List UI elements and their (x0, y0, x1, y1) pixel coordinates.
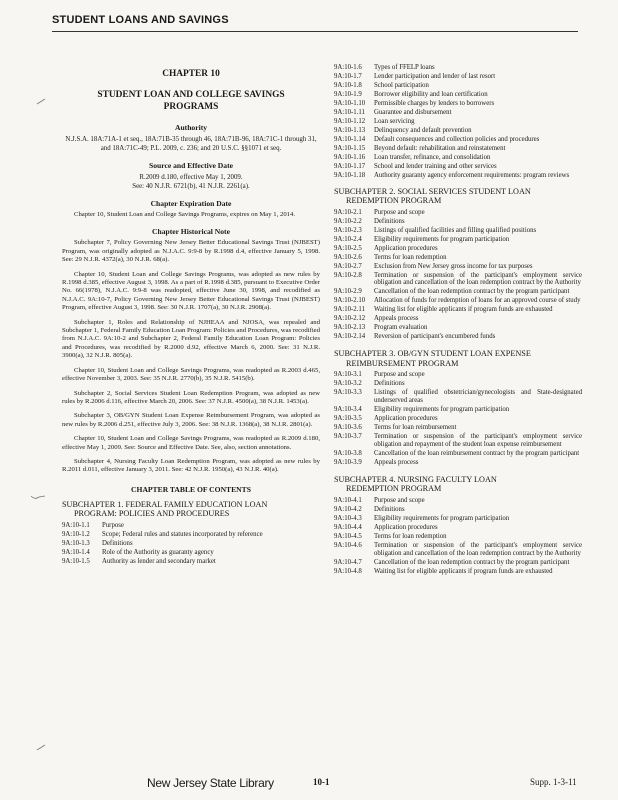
section-title: Definitions (374, 217, 405, 225)
section-number: 9A:10-1.6 (334, 64, 362, 71)
toc-entry (334, 433, 582, 449)
section-title: Authority as lender and secondary market (102, 557, 216, 565)
supplement-date: Supp. 1-3-11 (530, 777, 577, 787)
toc-entry (334, 163, 582, 171)
section-title: Eligibility requirements for program participation (374, 514, 510, 522)
section-number: 9A:10-1.9 (334, 90, 362, 98)
section-title: Definitions (374, 380, 405, 388)
chapter-title (62, 89, 320, 113)
section-number: 9A:10-1.10 (334, 99, 366, 107)
chapter-number: CHAPTER 10 (162, 69, 220, 79)
toc-entry (334, 209, 582, 217)
section-title: Termination or suspension of the participant's employment service obligation and cancellation of the loan redemption contract by the Authority (374, 271, 582, 287)
section-title: Scope; Federal rules and statutes incorporated by reference (102, 530, 263, 538)
section-title: Cancellation of the loan reimbursement contract by the program participant (374, 449, 580, 457)
section-number: 9A:10-2.12 (334, 315, 366, 323)
section-title: Application procedures (374, 244, 438, 252)
section-title: School participation (374, 81, 429, 89)
toc-entry (334, 218, 582, 226)
toc-entry (334, 324, 582, 332)
toc-entry (334, 333, 582, 341)
section-number: 9A:10-2.1 (334, 208, 362, 216)
subchapter-4-line2: REDEMPTION PROGRAM (346, 484, 442, 494)
toc-entry (334, 406, 582, 414)
subchapter-1-line2: PROGRAM: POLICIES AND PROCEDURES (74, 509, 230, 519)
section-number: 9A:10-2.3 (334, 226, 362, 234)
section-title: Terms for loan redemption (374, 532, 447, 540)
toc-entry (334, 533, 582, 541)
history-paragraph: Chapter 10, Student Loan and College Savings Programs, was adopted as new rules by R.1998 d.385, effective August 3, 1998. As a part of R.1998 d.385, pursuant to Executive Order No. 66(1978), N.J.A.C. 9:9-8 was readopted, effective June 30, 1998, and recodified as N.J.A.C. 9A:10-7, Policy Governing New Jersey Better Educational Savings Trust (NJBEST) Program, effective August 3, 1998. See: 30 N.J.R. 1707(a), 30 N.J.R. 2908(a). (62, 270, 320, 312)
source-line1: R.2009 d.180, effective May 1, 2009. (139, 174, 243, 181)
section-title: Cancellation of the loan redemption contract by the program participant (374, 288, 570, 296)
section-title: Purpose and scope (374, 208, 425, 216)
section-number: 9A:10-4.7 (334, 558, 362, 566)
section-title: Role of the Authority as guaranty agency (102, 548, 214, 556)
toc-entry (62, 522, 320, 530)
section-number: 9A:10-1.15 (334, 144, 366, 152)
section-title: Exclusion from New Jersey gross income for tax purposes (374, 262, 533, 270)
toc-entry (334, 118, 582, 126)
toc-entry (334, 263, 582, 271)
section-title: Waiting list for eligible applicants if program funds are exhausted (374, 306, 553, 314)
toc-entry (334, 227, 582, 235)
section-title: Purpose and scope (374, 496, 425, 504)
section-number: 9A:10-2.8 (334, 271, 362, 279)
toc-entry (334, 515, 582, 523)
section-number: 9A:10-1.4 (62, 548, 90, 556)
toc-entry (334, 415, 582, 423)
toc-entry (62, 540, 320, 548)
section-title: Eligibility requirements for program participation (374, 235, 510, 243)
subchapter-4-list (334, 497, 582, 575)
toc-entry (334, 315, 582, 323)
section-title: Definitions (102, 539, 133, 547)
section-number: 9A:10-4.4 (334, 523, 362, 531)
section-number: 9A:10-3.8 (334, 449, 362, 457)
toc-entry (334, 506, 582, 514)
section-number: 9A:10-3.1 (334, 371, 362, 379)
header-rule (52, 31, 578, 32)
section-number: 9A:10-3.2 (334, 380, 362, 388)
section-number: 9A:10-1.5 (62, 557, 90, 565)
section-number: 9A:10-2.5 (334, 244, 362, 252)
margin-mark-icon (36, 744, 46, 751)
section-number: 9A:10-4.1 (334, 496, 362, 504)
section-number: 9A:10-1.12 (334, 117, 366, 125)
section-title: Terms for loan redemption (374, 253, 447, 261)
toc-entry (334, 371, 582, 379)
toc-entry (334, 154, 582, 162)
subchapter-3-heading (334, 349, 582, 368)
section-number: 9A:10-4.8 (334, 567, 362, 575)
section-number: 9A:10-2.11 (334, 306, 365, 314)
chapter-title-line1: STUDENT LOAN AND COLLEGE SAVINGS (97, 90, 285, 100)
toc-entry (334, 272, 582, 288)
subchapter-3-line1: SUBCHAPTER 3. OB/GYN STUDENT LOAN EXPENSE (334, 349, 531, 359)
right-column (334, 64, 582, 577)
section-title: Beyond default: rehabilitation and reinstatement (374, 144, 506, 152)
history-paragraph: Subchapter 1, Roles and Relationship of NJHEAA and NJOSA, was repealed and Subchapter 1, Federal Family Education Loan Program: Policies and Procedures, was recodified from N.J.A.C. 9A:10-2 and Subchapter 2, Federal Family Education Loan Program: Policies and Procedures, was recodified by R.2000 d.92, effective March 6, 2000. See: 31 N.J.R. 3900(a), 32 N.J.R. 805(a). (62, 318, 320, 360)
subchapter-1-line1: SUBCHAPTER 1. FEDERAL FAMILY EDUCATION LOAN (62, 499, 268, 509)
section-title: Termination or suspension of the participant's employment service obligation and cancellation of the loan redemption contract by the Authority (374, 541, 582, 557)
toc-entry (334, 424, 582, 432)
section-title: School and lender training and other services (374, 162, 497, 170)
toc-entry (334, 306, 582, 314)
section-number: 9A:10-4.2 (334, 505, 362, 513)
left-column (62, 64, 320, 567)
section-number: 9A:10-4.3 (334, 514, 362, 522)
section-title: Eligibility requirements for program participation (374, 406, 510, 414)
section-title: Definitions (374, 505, 405, 513)
toc-entry (334, 236, 582, 244)
section-number: 9A:10-2.13 (334, 324, 366, 332)
toc-entry (334, 542, 582, 558)
history-paragraph: Chapter 10, Student Loan and College Savings Programs, was readopted as R.2009 d.180, effective May 1, 2009. See: Source and Effective Date. See, also, section annotations. (62, 435, 320, 451)
subchapter-1-list (62, 522, 320, 566)
source-text (62, 173, 320, 191)
authority-heading: Authority (174, 123, 208, 132)
toc-entry (334, 91, 582, 99)
library-stamp: New Jersey State Library (147, 776, 274, 790)
toc-entry (334, 100, 582, 108)
toc-entry (334, 288, 582, 296)
toc-entry (334, 136, 582, 144)
section-title: Listings of qualified facilities and filling qualified positions (374, 226, 537, 234)
subchapter-2-list (334, 209, 582, 341)
section-title: Authority guaranty agency enforcement requirements: program reviews (374, 171, 570, 179)
section-title: Cancellation of the loan redemption contract by the program participant (374, 558, 570, 566)
subchapter-1-heading (62, 500, 320, 519)
section-number: 9A:10-4.6 (334, 541, 362, 549)
toc-entry (334, 82, 582, 90)
section-title: Listings of qualified obstetrician/gynecologists and State-designated underserved areas (374, 389, 582, 405)
history-paragraph: Subchapter 2, Social Services Student Loan Redemption Program, was adopted as new rules by R.2006 d.116, effective March 20, 2006. See: 37 N.J.R. 4500(a), 38 N.J.R. 1453(a). (62, 389, 320, 405)
section-number: 9A:10-3.9 (334, 458, 362, 466)
toc-entry (334, 389, 582, 405)
toc-entry (334, 254, 582, 262)
section-title: Appeals process (374, 458, 419, 466)
toc-heading: CHAPTER TABLE OF CONTENTS (131, 484, 251, 494)
chapter-title-line2: PROGRAMS (163, 102, 219, 112)
section-number: 9A:10-4.5 (334, 532, 362, 540)
section-number: 9A:10-3.6 (334, 424, 362, 432)
toc-entry (62, 558, 320, 566)
section-title: Application procedures (374, 523, 438, 531)
section-title: Purpose (102, 521, 124, 529)
subchapter-4-heading (334, 475, 582, 494)
expiration-text: Chapter 10, Student Loan and College Savings Programs, expires on May 1, 2014. (74, 211, 296, 218)
running-head: STUDENT LOANS AND SAVINGS (52, 14, 229, 26)
section-title: Guarantee and disbursement (374, 108, 452, 116)
toc-entry (62, 531, 320, 539)
expiration-heading: Chapter Expiration Date (150, 199, 232, 208)
section-title: Purpose and scope (374, 371, 425, 379)
toc-entry (334, 297, 582, 305)
section-number: 9A:10-3.3 (334, 389, 362, 397)
section-title: Permissible charges by lenders to borrowers (374, 99, 495, 107)
section-title: Delinquency and default prevention (374, 126, 472, 134)
section-number: 9A:10-2.10 (334, 297, 366, 305)
section-number: 9A:10-1.16 (334, 153, 366, 161)
toc-entry (334, 145, 582, 153)
history-heading: Chapter Historical Note (152, 227, 230, 237)
subchapter-2-line2: REDEMPTION PROGRAM (346, 196, 442, 206)
section-title: Borrower eligibility and loan certification (374, 90, 488, 98)
toc-entry (334, 109, 582, 117)
subchapter-4-line1: SUBCHAPTER 4. NURSING FACULTY LOAN (334, 474, 497, 484)
subchapter-2-line1: SUBCHAPTER 2. SOCIAL SERVICES STUDENT LOAN (334, 186, 531, 196)
section-title: Waiting list for eligible applicants if program funds are exhausted (374, 567, 553, 575)
history-paragraph: Subchapter 4, Nursing Faculty Loan Redemption Program, was adopted as new rules by R.2011 d.011, effective January 3, 2011. See: 42 N.J.R. 1950(a), 43 N.J.R. 40(a). (62, 457, 320, 474)
toc-entry (334, 127, 582, 135)
section-number: 9A:10-1.18 (334, 171, 366, 179)
section-number: 9A:10-1.7 (334, 72, 362, 80)
section-number: 9A:10-1.1 (62, 521, 90, 529)
authority-text: N.J.S.A. 18A:71A-1 et seq., 18A:71B-35 through 46, 18A:71B-96, 18A:71C-1 through 31, and 18A:71C-49; P.L. 2009, c. 236; and 20 U.S.C. §§1071 et seq. (65, 136, 317, 152)
section-number: 9A:10-3.7 (334, 433, 362, 441)
section-number: 9A:10-1.11 (334, 108, 365, 116)
section-title: Allocation of funds for redemption of loans for an approved course of study (374, 297, 581, 305)
section-number: 9A:10-2.14 (334, 333, 366, 341)
toc-entry (334, 380, 582, 388)
section-number: 9A:10-1.14 (334, 135, 366, 143)
subchapter-2-heading (334, 187, 582, 206)
toc-entry (334, 459, 582, 467)
section-number: 9A:10-1.8 (334, 81, 362, 89)
toc-entry (334, 568, 582, 576)
section-title: Application procedures (374, 415, 438, 423)
toc-entry (334, 64, 582, 72)
toc-entry (334, 559, 582, 567)
section-number: 9A:10-1.3 (62, 539, 90, 547)
subchapter-1-continued-list (334, 64, 582, 180)
subchapter-3-list (334, 371, 582, 466)
section-title: Termination or suspension of the participant's employment service obligation and repayment of the student loan expense reimbursement (374, 433, 582, 448)
margin-mark-icon (36, 98, 46, 105)
section-title: Appeals process (374, 315, 419, 323)
toc-entry (334, 524, 582, 532)
section-number: 9A:10-3.4 (334, 406, 362, 414)
page-number: 10-1 (313, 777, 330, 787)
section-number: 9A:10-2.9 (334, 288, 362, 296)
toc-entry (334, 497, 582, 505)
toc-entry (62, 549, 320, 557)
section-title: Terms for loan reimbursement (374, 424, 457, 432)
history-paragraph: Subchapter 7, Policy Governing New Jersey Better Educational Savings Trust (NJBEST) Program, was originally adopted as N.J.A.C. 9:9-8 by R.1998 d.4, effective January 5, 1998. See: 29 N.J.R. 4372(a), 30 N.J.R. 68(a). (62, 239, 320, 264)
section-number: 9A:10-1.2 (62, 530, 90, 538)
history-paragraph: Chapter 10, Student Loan and College Savings Programs, was readopted as R.2003 d.465, effective November 3, 2003. See: 35 N.J.R. 2770(b), 35 N.J.R. 5415(b). (62, 366, 320, 383)
section-number: 9A:10-1.13 (334, 126, 366, 134)
section-number: 9A:10-2.2 (334, 217, 362, 225)
section-number: 9A:10-2.6 (334, 253, 362, 261)
toc-entry (334, 245, 582, 253)
source-heading: Source and Effective Date (148, 161, 233, 170)
toc-entry (334, 172, 582, 180)
source-line2: See: 40 N.J.R. 6721(b), 41 N.J.R. 2261(a). (132, 183, 250, 190)
toc-entry (334, 73, 582, 81)
toc-entry (334, 450, 582, 458)
history-paragraph: Subchapter 3, OB/GYN Student Loan Expense Reimbursement Program, was adopted as new rules by R.2006 d.251, effective July 3, 2006. See: 38 N.J.R. 1368(a), 38 N.J.R. 2801(a). (62, 412, 320, 428)
section-number: 9A:10-2.4 (334, 235, 362, 243)
section-number: 9A:10-1.17 (334, 162, 366, 170)
section-title: Program evaluation (374, 324, 428, 332)
section-title: Lender participation and lender of last resort (374, 72, 496, 80)
section-title: Loan transfer, refinance, and consolidation (374, 153, 491, 161)
section-title: Loan servicing (374, 117, 415, 125)
section-title: Default consequences and collection policies and procedures (374, 135, 540, 143)
section-title: Types of FFELP loans (374, 64, 435, 71)
section-number: 9A:10-2.7 (334, 262, 362, 270)
section-title: Reversion of participant's encumbered funds (374, 333, 496, 341)
section-number: 9A:10-3.5 (334, 415, 362, 423)
margin-mark-icon (30, 494, 46, 501)
subchapter-3-line2: REIMBURSEMENT PROGRAM (346, 358, 459, 368)
